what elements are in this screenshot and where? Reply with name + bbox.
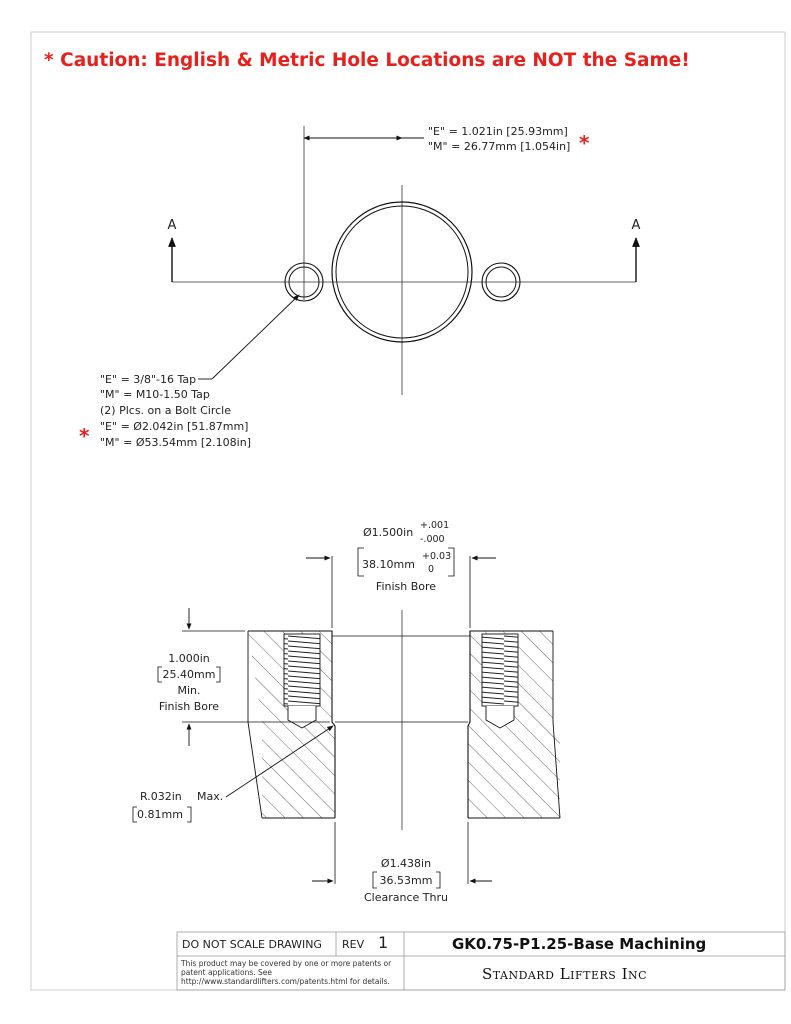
bore-dim-label: Finish Bore	[375, 580, 437, 593]
depth-bracket-right	[216, 667, 220, 682]
caution-heading: * Caution: English & Metric Hole Locations are NOT the Same!	[44, 50, 690, 71]
thread-right	[482, 634, 518, 706]
clearance-dim-line3: Clearance Thru	[364, 891, 448, 904]
section-label-left: A	[167, 218, 177, 233]
radius-note-line1: R.032in	[140, 790, 182, 803]
depth-dim-line1: 1.000in	[168, 652, 210, 665]
bore-dim-metric: 38.10mm	[362, 558, 415, 571]
clearance-bracket-right	[436, 872, 440, 888]
section-label-right: A	[631, 218, 641, 233]
depth-dim-line2: 25.40mm	[162, 668, 216, 681]
tap-note-leader	[212, 295, 299, 379]
tap-caution-marker: *	[79, 424, 90, 448]
bore-dim-tol-upper: +.001	[420, 520, 450, 531]
tap-note-line1: "E" = 3/8"-16 Tap	[100, 373, 197, 386]
company-name: Standard Lifters Inc	[482, 965, 648, 983]
patent-note: This product may be covered by one or more patents or patent applications. See http://www.standardlifters.com/patents.html for details.	[181, 959, 392, 986]
bore-dim-metric-tol-upper: +0.03	[422, 551, 452, 562]
tap-note-line4: "E" = Ø2.042in [51.87mm]	[100, 420, 249, 433]
do-not-scale-label: DO NOT SCALE DRAWING	[182, 938, 322, 951]
section-view	[133, 520, 560, 904]
radius-bracket-right	[187, 807, 191, 822]
bore-dim-metric-tol-lower: 0	[428, 564, 435, 575]
tap-note-line3: (2) Plcs. on a Bolt Circle	[100, 404, 232, 417]
offset-caution-marker: *	[579, 131, 590, 155]
radius-note-line2: 0.81mm	[137, 808, 183, 821]
clearance-dim-line1: Ø1.438in	[380, 857, 432, 870]
section-left-break	[248, 722, 262, 818]
offset-dim-english: "E" = 1.021in [25.93mm]	[428, 125, 568, 138]
depth-dim-line3: Min.	[177, 684, 201, 697]
depth-bracket-left	[158, 667, 162, 682]
top-view	[79, 125, 641, 449]
part-title: GK0.75-P1.25-Base Machining	[452, 935, 707, 953]
rev-label: REV	[342, 938, 365, 951]
clearance-bracket-left	[373, 872, 377, 888]
depth-dim-line4: Finish Bore	[158, 700, 220, 713]
tap-note-line5: "M" = Ø53.54mm [2.108in]	[100, 436, 251, 449]
clearance-dim-line2: 36.53mm	[379, 874, 433, 887]
sheet-border	[31, 32, 785, 990]
tap-note-line2: "M" = M10-1.50 Tap	[100, 388, 210, 401]
offset-dim-metric: "M" = 26.77mm [1.054in]	[428, 140, 571, 153]
bore-dim-tol-lower: -.000	[420, 534, 445, 545]
radius-note-max: Max.	[197, 790, 224, 803]
bore-dim-main: Ø1.500in	[363, 526, 414, 539]
thread-left	[284, 634, 320, 706]
rev-value: 1	[378, 933, 389, 952]
